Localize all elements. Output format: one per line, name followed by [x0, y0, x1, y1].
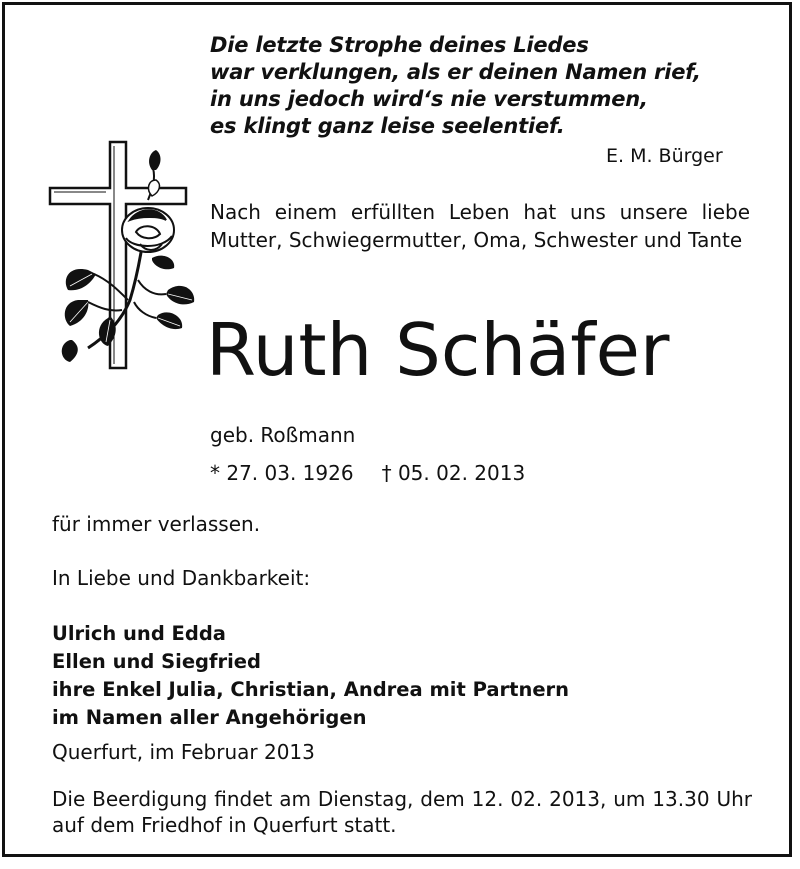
funeral-notice: Die Beerdigung findet am Dienstag, dem 12. 02. 2013, um 13.30 Uhr auf dem Friedhof in Querfurt statt.: [52, 787, 752, 837]
life-dates: [210, 461, 525, 485]
poem-line: es klingt ganz leise seelentief.: [210, 114, 565, 138]
intro-text: Nach einem erfüllten Leben hat uns unsere liebe Mutter, Schwiegermutter, Oma, Schwester und Tante: [210, 200, 750, 252]
poem-line: Die letzte Strophe deines Liedes: [210, 33, 589, 57]
left-text: für immer verlassen.: [52, 512, 261, 536]
poem-author: E. M. Bürger: [606, 145, 723, 167]
mourner: Ulrich und Edda: [52, 622, 226, 645]
death-date: † 05. 02. 2013: [381, 461, 526, 485]
closing-phrase: In Liebe und Dankbarkeit:: [52, 566, 311, 590]
mourner: im Namen aller Angehörigen: [52, 706, 367, 729]
poem-line: war verklungen, als er deinen Namen rief,: [210, 60, 701, 84]
birth-date: * 27. 03. 1926: [210, 461, 354, 485]
place-date: Querfurt, im Februar 2013: [52, 740, 315, 764]
poem: [210, 32, 701, 140]
poem-line: in uns jedoch wird‘s nie verstummen,: [210, 87, 648, 111]
birth-name: geb. Roßmann: [210, 423, 356, 447]
deceased-name: Ruth Schäfer: [206, 308, 670, 392]
cross-with-rose-icon: [48, 140, 198, 372]
mourner: ihre Enkel Julia, Christian, Andrea mit Partnern: [52, 678, 570, 701]
mourner: Ellen und Siegfried: [52, 650, 261, 673]
mourners-list: [52, 620, 569, 732]
